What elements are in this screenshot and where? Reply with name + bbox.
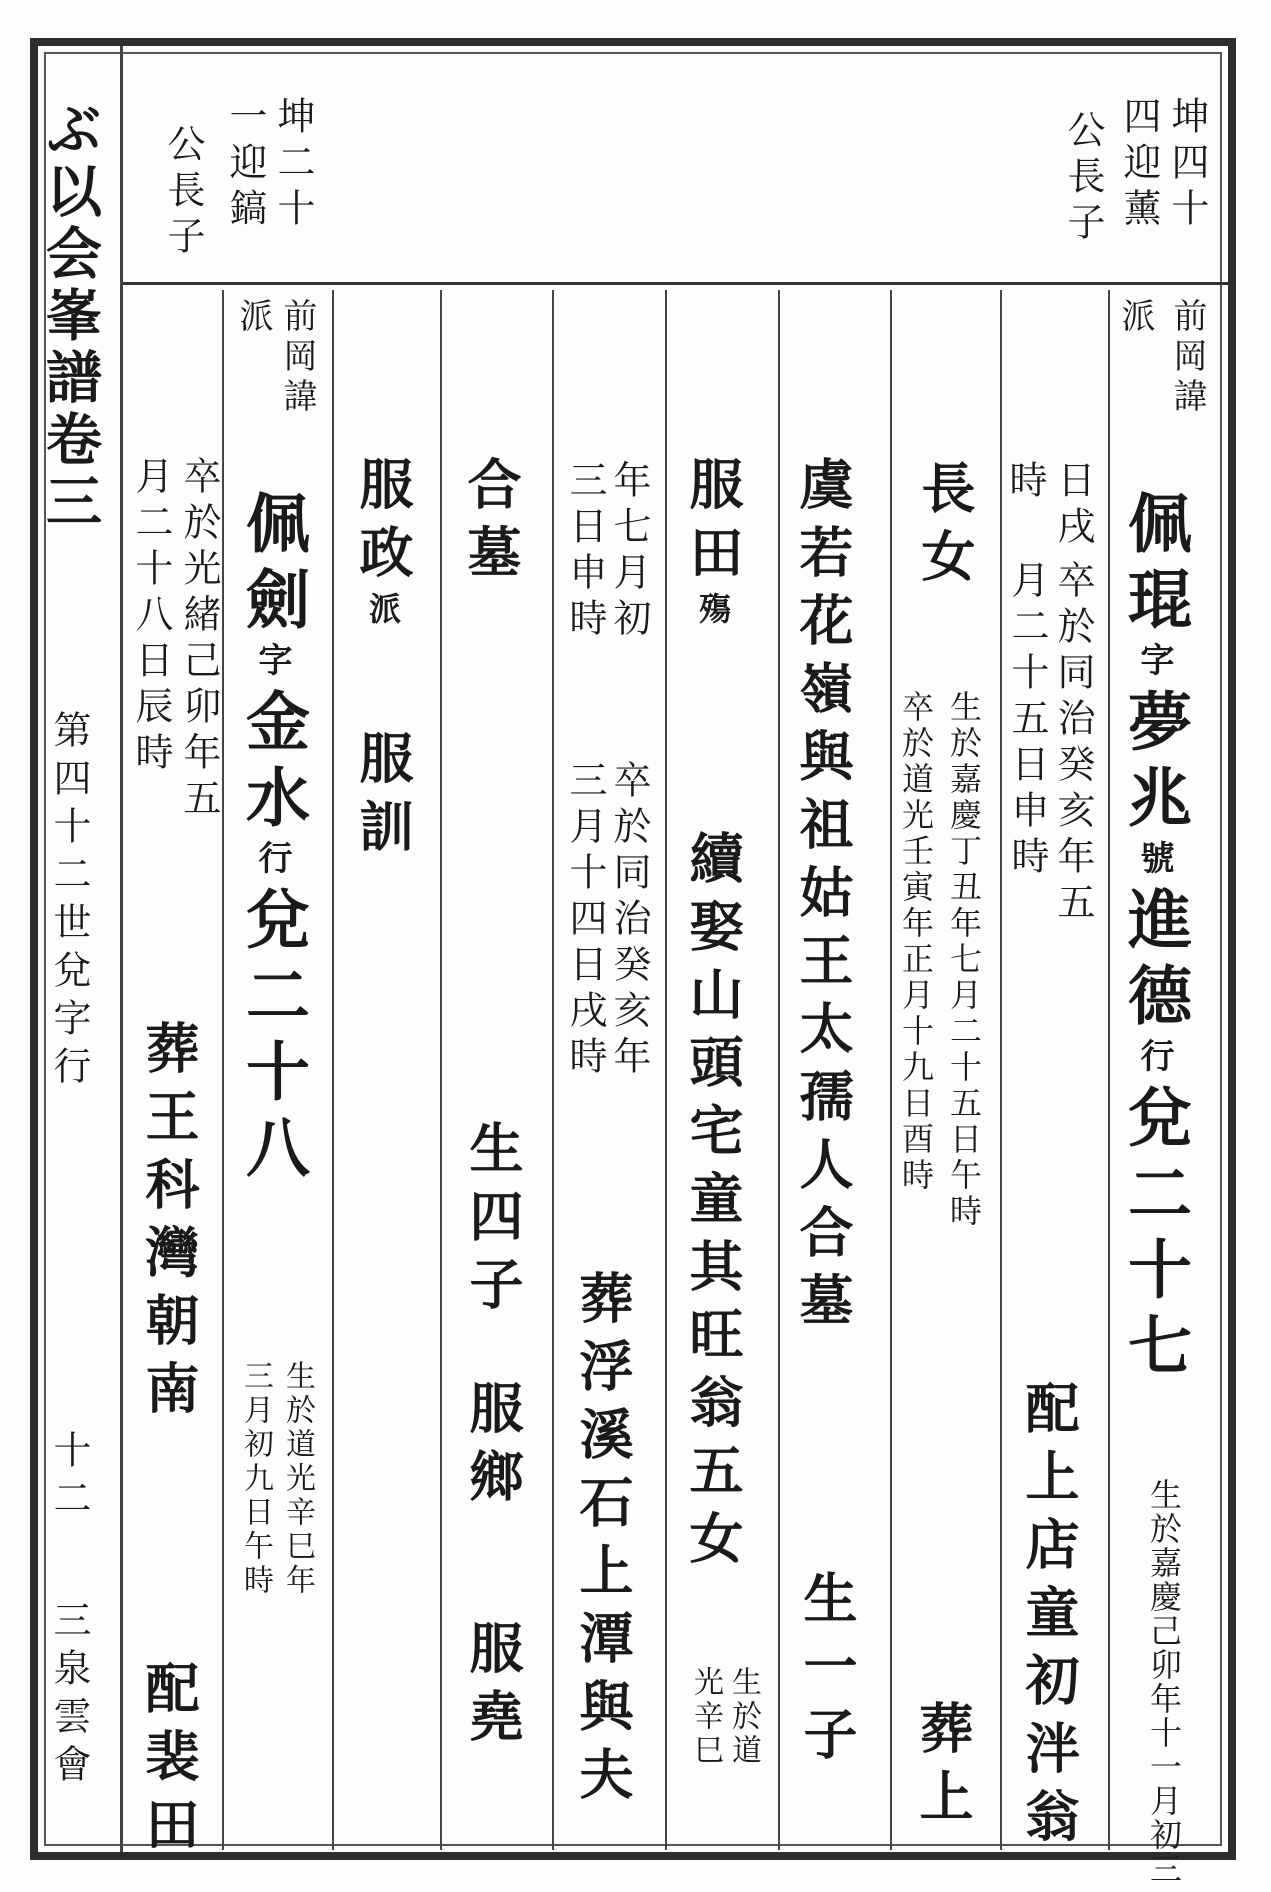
entry2-branch: 派 bbox=[233, 298, 273, 338]
column-rule bbox=[552, 290, 554, 1850]
margin-rule bbox=[120, 46, 123, 1852]
entry2-death2: 月二十八日辰時 bbox=[129, 456, 173, 778]
entry2-death: 卒於光緒己卯年五 bbox=[177, 456, 221, 824]
entry1-name-line: 佩琨字夢兆號進德行兌二十七 bbox=[1117, 490, 1192, 1388]
entry2-birth: 生於道光辛巳年 bbox=[280, 1360, 315, 1598]
entry1-name: 佩琨 bbox=[1117, 490, 1192, 642]
entry2-rank: 兌二十八 bbox=[235, 886, 310, 1190]
entry1-remarriage: 續娶山頭宅童其旺翁五女 bbox=[681, 830, 745, 1578]
entry1-birth-time2: 時 bbox=[1003, 460, 1047, 506]
column-rule bbox=[222, 290, 224, 1850]
entry2-birth2: 三月初九日午時 bbox=[238, 1360, 273, 1598]
entry2-spouse: 配裴田 bbox=[137, 1660, 201, 1864]
entry1-son2: 服鄉 bbox=[461, 1380, 525, 1516]
generation-label: 第四十二世兌字行 bbox=[47, 710, 91, 1094]
entry1-birth-time: 日戌 bbox=[1051, 460, 1095, 552]
entry1-remarriage-birth: 生於道 bbox=[726, 1666, 761, 1768]
entry2-name-line: 佩劍字金水行兌二十八 bbox=[235, 490, 310, 1190]
register-divider bbox=[120, 282, 1230, 285]
column-rule bbox=[778, 290, 780, 1850]
entry1-remarriage-burial: 葬浮溪石上潭與夫 bbox=[571, 1270, 635, 1814]
entry1-daughter-birth: 生於嘉慶丁丑年七月二十五日午時 bbox=[945, 690, 983, 1230]
column-rule bbox=[890, 290, 892, 1850]
entry2-name: 佩劍 bbox=[235, 490, 310, 642]
entry1-birth: 生於嘉慶己卯年十一月初三 bbox=[1145, 1478, 1183, 1886]
entry1-death: 卒於同治癸亥年五 bbox=[1051, 560, 1095, 928]
entry1-death-date2: 三日申時 bbox=[563, 460, 607, 644]
entry1-branch: 派 bbox=[1115, 298, 1155, 338]
ancestor-note: 一迎鎬 bbox=[223, 96, 267, 234]
ancestor-note: 坤二十 bbox=[271, 96, 315, 234]
ancestor-note: 公長子 bbox=[1061, 110, 1105, 248]
entry1-burial-place: 虞若花嶺與祖姑王太孺人合墓 bbox=[791, 456, 855, 1340]
entry1-son3: 服堯 bbox=[461, 1620, 525, 1756]
ancestor-note: 公長子 bbox=[161, 124, 205, 262]
entry1-daughter-death: 卒於道光壬寅年正月十九日酉時 bbox=[897, 690, 935, 1194]
entry1-daughter-label: 長女 bbox=[913, 460, 977, 596]
entry1-rank: 兌二十七 bbox=[1117, 1084, 1192, 1388]
entry1-burial-marker: 葬上 bbox=[911, 1700, 975, 1836]
entry1-four-sons: 生四子 bbox=[461, 1120, 525, 1324]
entry2-lineage: 前岡諱 bbox=[277, 298, 317, 418]
entry1-remarriage-death2: 三月十四日戌時 bbox=[563, 760, 607, 1082]
entry1-spouse: 配上店童初泮翁 bbox=[1017, 1380, 1081, 1856]
entry2-courtesy: 金水 bbox=[235, 688, 310, 840]
column-rule bbox=[1108, 290, 1110, 1850]
entry1-death-date: 年七月初 bbox=[607, 460, 651, 644]
column-rule bbox=[665, 290, 667, 1850]
entry1-alias: 進德 bbox=[1117, 886, 1192, 1038]
page-number: 十二 bbox=[47, 1430, 91, 1526]
column-rule bbox=[1000, 290, 1002, 1850]
entry1-joint-grave: 合墓 bbox=[459, 456, 523, 592]
entry1-remarriage-birth2: 光辛巳 bbox=[688, 1666, 723, 1768]
entry1-son-label: 服田殤 bbox=[681, 456, 745, 638]
ancestor-note: 坤四十 bbox=[1165, 96, 1209, 234]
entry1-courtesy: 夢兆 bbox=[1117, 688, 1192, 840]
column-rule bbox=[332, 290, 334, 1850]
entry1-son4: 服政派 bbox=[351, 456, 415, 638]
entry1-death2: 月二十五日申時 bbox=[1005, 560, 1049, 882]
entry1-son5: 服訓 bbox=[351, 730, 415, 866]
ancestor-note: 四迎薰 bbox=[1117, 96, 1161, 234]
entry1-children: 生一子 bbox=[795, 1570, 859, 1774]
entry1-lineage: 前岡諱 bbox=[1167, 298, 1207, 418]
book-title: ぶ以会峯譜卷三 bbox=[37, 100, 103, 534]
margin-footer: 三泉雲會 bbox=[47, 1600, 91, 1792]
column-rule bbox=[440, 290, 442, 1850]
entry2-burial: 葬王科灣朝南 bbox=[137, 1020, 201, 1428]
entry1-remarriage-death: 卒於同治癸亥年 bbox=[607, 760, 651, 1082]
